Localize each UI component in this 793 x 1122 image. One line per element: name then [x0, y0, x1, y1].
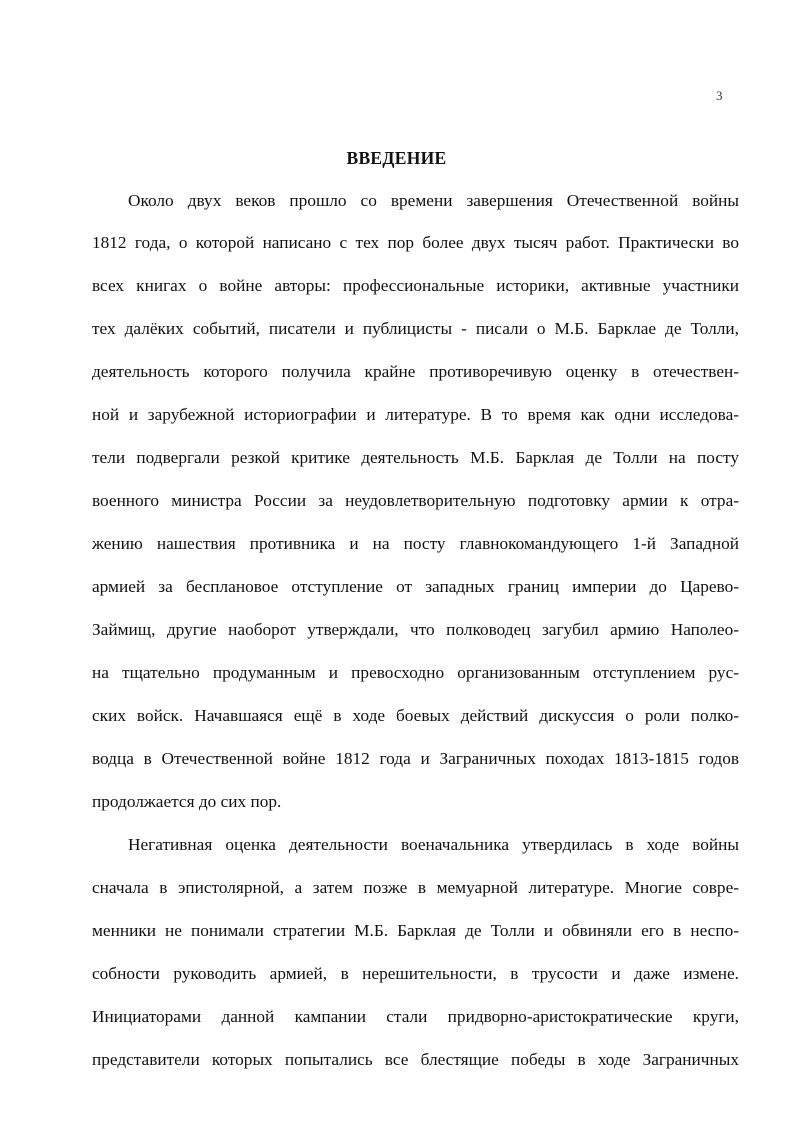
paragraph-2-line: Негативная оценка деятельности военачальника утвердилась в ходе войны — [128, 835, 739, 854]
paragraph-2-line: сначала в эпистолярной, а затем позже в мемуарной литературе. Многие совре- — [92, 878, 739, 897]
paragraph-1-line: всех книгах о войне авторы: профессиональные историки, активные участники — [92, 276, 739, 295]
paragraph-1-line: ских войск. Начавшаяся ещё в ходе боевых действий дискуссия о роли полко- — [92, 706, 739, 725]
page-number: 3 — [716, 88, 723, 103]
paragraph-1-line: ной и зарубежной историографии и литературе. В то время как одни исследова- — [92, 405, 739, 424]
paragraph-1-line: тели подвергали резкой критике деятельность М.Б. Барклая де Толли на посту — [92, 448, 739, 467]
paragraph-2-line: Инициаторами данной кампании стали придворно-аристократические круги, — [92, 1007, 739, 1026]
paragraph-2-line: менники не понимали стратегии М.Б. Барклая де Толли и обвиняли его в неспо- — [92, 921, 739, 940]
paragraph-1-line: военного министра России за неудовлетворительную подготовку армии к отра- — [92, 491, 739, 510]
paragraph-1-line: Займищ, другие наоборот утверждали, что полководец загубил армию Наполео- — [92, 620, 739, 639]
paragraph-1-line: 1812 года, о которой написано с тех пор более двух тысяч работ. Практически во — [92, 233, 739, 252]
paragraph-1-line: деятельность которого получила крайне противоречивую оценку в отечествен- — [92, 362, 739, 381]
paragraph-2-line: собности руководить армией, в нерешительности, в трусости и даже измене. — [92, 964, 739, 983]
paragraph-1-line: продолжается до сих пор. — [92, 792, 282, 811]
paragraph-1-line: водца в Отечественной войне 1812 года и Заграничных походах 1813-1815 годов — [92, 749, 739, 768]
paragraph-1-line: тех далёких событий, писатели и публицисты - писали о М.Б. Барклае де Толли, — [92, 319, 739, 338]
paragraph-1-line: армией за бесплановое отступление от западных границ империи до Царево- — [92, 577, 739, 596]
section-heading: ВВЕДЕНИЕ — [346, 148, 447, 168]
paragraph-1-line: на тщательно продуманным и превосходно организованным отступлением рус- — [92, 663, 739, 682]
paragraph-2-line: представители которых попытались все блестящие победы в ходе Заграничных — [92, 1050, 739, 1069]
paragraph-1-line: Около двух веков прошло со времени завершения Отечественной войны — [128, 191, 739, 210]
paragraph-1-line: жению нашествия противника и на посту главнокомандующего 1-й Западной — [92, 534, 739, 553]
